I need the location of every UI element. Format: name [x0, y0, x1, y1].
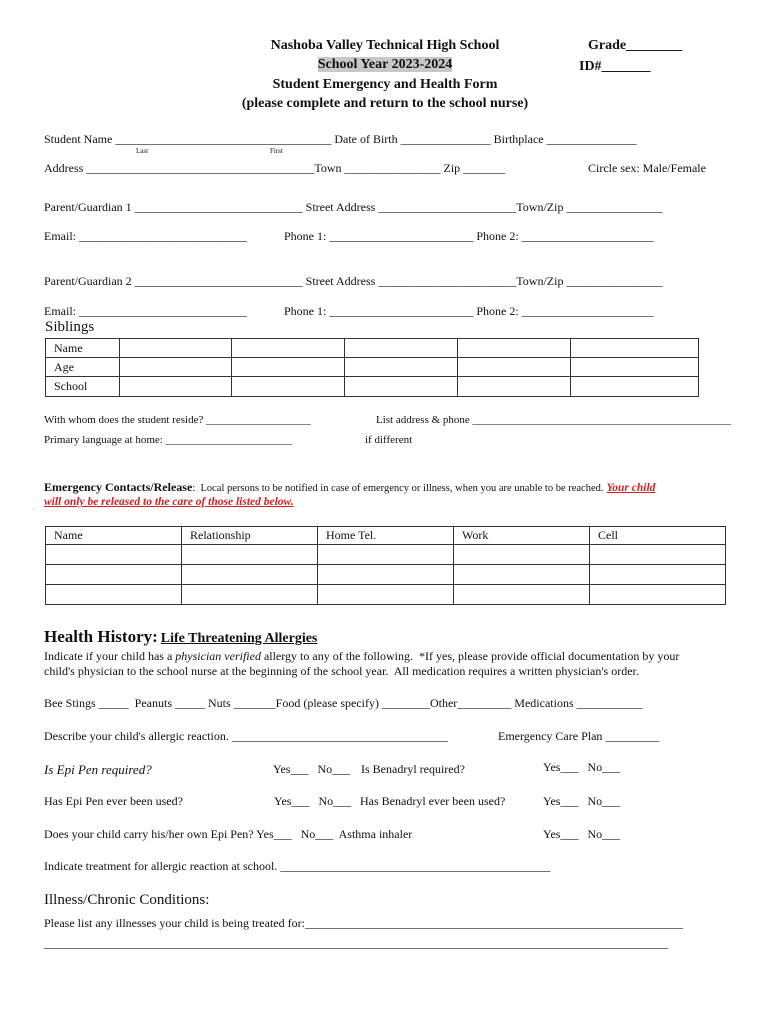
column-header: Relationship	[182, 527, 318, 545]
carry-epipen-question[interactable]: Does your child carry his/her own Epi Pen? Yes___ No___ Asthma inhaler	[44, 827, 413, 841]
care-plan-field[interactable]: Emergency Care Plan _________	[498, 729, 660, 743]
table-cell[interactable]	[590, 565, 726, 585]
intro-text: allergy to any of the following. *If yes, please provide official documentation by your	[260, 649, 680, 663]
siblings-table	[45, 338, 699, 397]
emergency-warning-2: will only be released to the care of those listed below.	[44, 496, 294, 508]
language-field[interactable]: Primary language at home: _______________________	[44, 434, 293, 446]
health-heading	[44, 627, 317, 647]
table-cell[interactable]	[182, 545, 318, 565]
epipen-required-question: Is Epi Pen required?	[44, 762, 152, 777]
table-cell[interactable]	[454, 545, 590, 565]
table-cell[interactable]	[232, 339, 345, 358]
guardian-2-email[interactable]: Email: ____________________________	[44, 304, 247, 318]
grade-field[interactable]: Grade________	[588, 38, 683, 53]
emergency-heading	[44, 480, 655, 495]
if-different-label: if different	[365, 434, 413, 446]
table-cell[interactable]	[571, 358, 699, 377]
column-header: Work	[454, 527, 590, 545]
epipen-used-question: Has Epi Pen ever been used?	[44, 794, 183, 808]
table-cell[interactable]	[232, 358, 345, 377]
table-header-row	[46, 527, 726, 545]
table-cell[interactable]	[232, 377, 345, 397]
illness-line-1[interactable]: Please list any illnesses your child is being treated for:_______________________________________________________________	[44, 916, 683, 930]
table-cell[interactable]	[454, 565, 590, 585]
form-subtitle: (please complete and return to the school nurse)	[241, 96, 529, 111]
student-name-line[interactable]: Student Name ____________________________________ Date of Birth _______________ Birthplace _______________	[44, 132, 637, 146]
siblings-title: Siblings	[45, 319, 95, 335]
guardian-1-line[interactable]: Parent/Guardian 1 ____________________________ Street Address _______________________Town/Zip ________________	[44, 200, 663, 214]
school-year-text: School Year 2023-2024	[317, 57, 453, 72]
table-row	[46, 545, 726, 565]
illness-line-2[interactable]: ________________________________________________________________________________________________________	[44, 936, 668, 950]
asthma-inhaler-yes-no[interactable]: Yes___ No___	[543, 827, 621, 841]
health-title: Health History:	[44, 627, 158, 646]
row-label: Age	[46, 358, 120, 377]
table-row	[46, 565, 726, 585]
address-line[interactable]: Address ______________________________________Town ________________ Zip _______	[44, 161, 506, 175]
emergency-warning-1: Your child	[606, 482, 656, 494]
intro-emphasis: physician verified	[175, 649, 261, 663]
health-subtitle: Life Threatening Allergies	[160, 631, 318, 646]
table-cell[interactable]	[590, 545, 726, 565]
column-header: Home Tel.	[318, 527, 454, 545]
table-cell[interactable]	[318, 545, 454, 565]
benadryl-used-question: Has Benadryl ever been used?	[360, 794, 506, 808]
school-name: Nashoba Valley Technical High School	[270, 38, 500, 53]
table-cell[interactable]	[46, 545, 182, 565]
table-cell[interactable]	[120, 358, 232, 377]
table-cell[interactable]	[345, 339, 458, 358]
table-cell[interactable]	[345, 377, 458, 397]
last-label: Last	[136, 147, 149, 155]
health-intro-2: child's physician to the school nurse at the beginning of the school year. All medication requires a written physician's order.	[44, 664, 639, 678]
table-cell[interactable]	[120, 377, 232, 397]
table-cell[interactable]	[318, 565, 454, 585]
table-cell[interactable]	[120, 339, 232, 358]
allergens-line[interactable]: Bee Stings _____ Peanuts _____ Nuts _______Food (please specify) ________Other_________ Medications ___________	[44, 696, 643, 710]
table-cell[interactable]	[458, 377, 571, 397]
table-cell[interactable]	[458, 339, 571, 358]
table-row	[46, 585, 726, 605]
guardian-1-email[interactable]: Email: ____________________________	[44, 229, 247, 243]
table-cell[interactable]	[345, 358, 458, 377]
health-intro-1	[44, 649, 679, 664]
table-cell[interactable]	[46, 565, 182, 585]
illness-title: Illness/Chronic Conditions:	[44, 892, 210, 908]
table-cell[interactable]	[318, 585, 454, 605]
guardian-2-line[interactable]: Parent/Guardian 2 ____________________________ Street Address _______________________Town/Zip ________________	[44, 274, 663, 288]
reside-field[interactable]: With whom does the student reside? ___________________	[44, 414, 311, 426]
table-cell[interactable]	[458, 358, 571, 377]
guardian-1-phones[interactable]: Phone 1: ________________________ Phone 2: ______________________	[284, 229, 654, 243]
emergency-contacts-table	[45, 526, 726, 605]
id-field[interactable]: ID#_______	[579, 59, 651, 74]
first-label: First	[270, 147, 283, 155]
column-header: Name	[46, 527, 182, 545]
table-row	[46, 377, 699, 397]
emergency-text: : Local persons to be notified in case of emergency or illness, when you are unable to be reached.	[192, 483, 604, 494]
address-phone-field[interactable]: List address & phone _______________________________________________	[376, 414, 732, 426]
row-label: Name	[46, 339, 120, 358]
sex-field[interactable]: Circle sex: Male/Female	[588, 161, 706, 175]
table-row	[46, 358, 699, 377]
benadryl-required-question: Is Benadryl required?	[361, 762, 465, 776]
table-cell[interactable]	[182, 565, 318, 585]
table-cell[interactable]	[182, 585, 318, 605]
reaction-field[interactable]: Describe your child's allergic reaction. ____________________________________	[44, 729, 448, 743]
table-cell[interactable]	[571, 377, 699, 397]
treatment-field[interactable]: Indicate treatment for allergic reaction at school. _____________________________________________	[44, 859, 551, 873]
table-cell[interactable]	[590, 585, 726, 605]
school-year	[200, 57, 570, 73]
emergency-title: Emergency Contacts/Release	[44, 480, 193, 494]
column-header: Cell	[590, 527, 726, 545]
form-title: Student Emergency and Health Form	[272, 77, 498, 92]
table-row	[46, 339, 699, 358]
table-cell[interactable]	[454, 585, 590, 605]
epipen-used-yes-no[interactable]: Yes___ No___	[274, 794, 352, 808]
table-cell[interactable]	[46, 585, 182, 605]
benadryl-required-yes-no[interactable]: Yes___ No___	[543, 760, 621, 774]
row-label: School	[46, 377, 120, 397]
epipen-required-yes-no[interactable]: Yes___ No___	[273, 762, 351, 776]
benadryl-used-yes-no[interactable]: Yes___ No___	[543, 794, 621, 808]
table-cell[interactable]	[571, 339, 699, 358]
intro-text: Indicate if your child has a	[44, 649, 176, 663]
guardian-2-phones[interactable]: Phone 1: ________________________ Phone 2: ______________________	[284, 304, 654, 318]
